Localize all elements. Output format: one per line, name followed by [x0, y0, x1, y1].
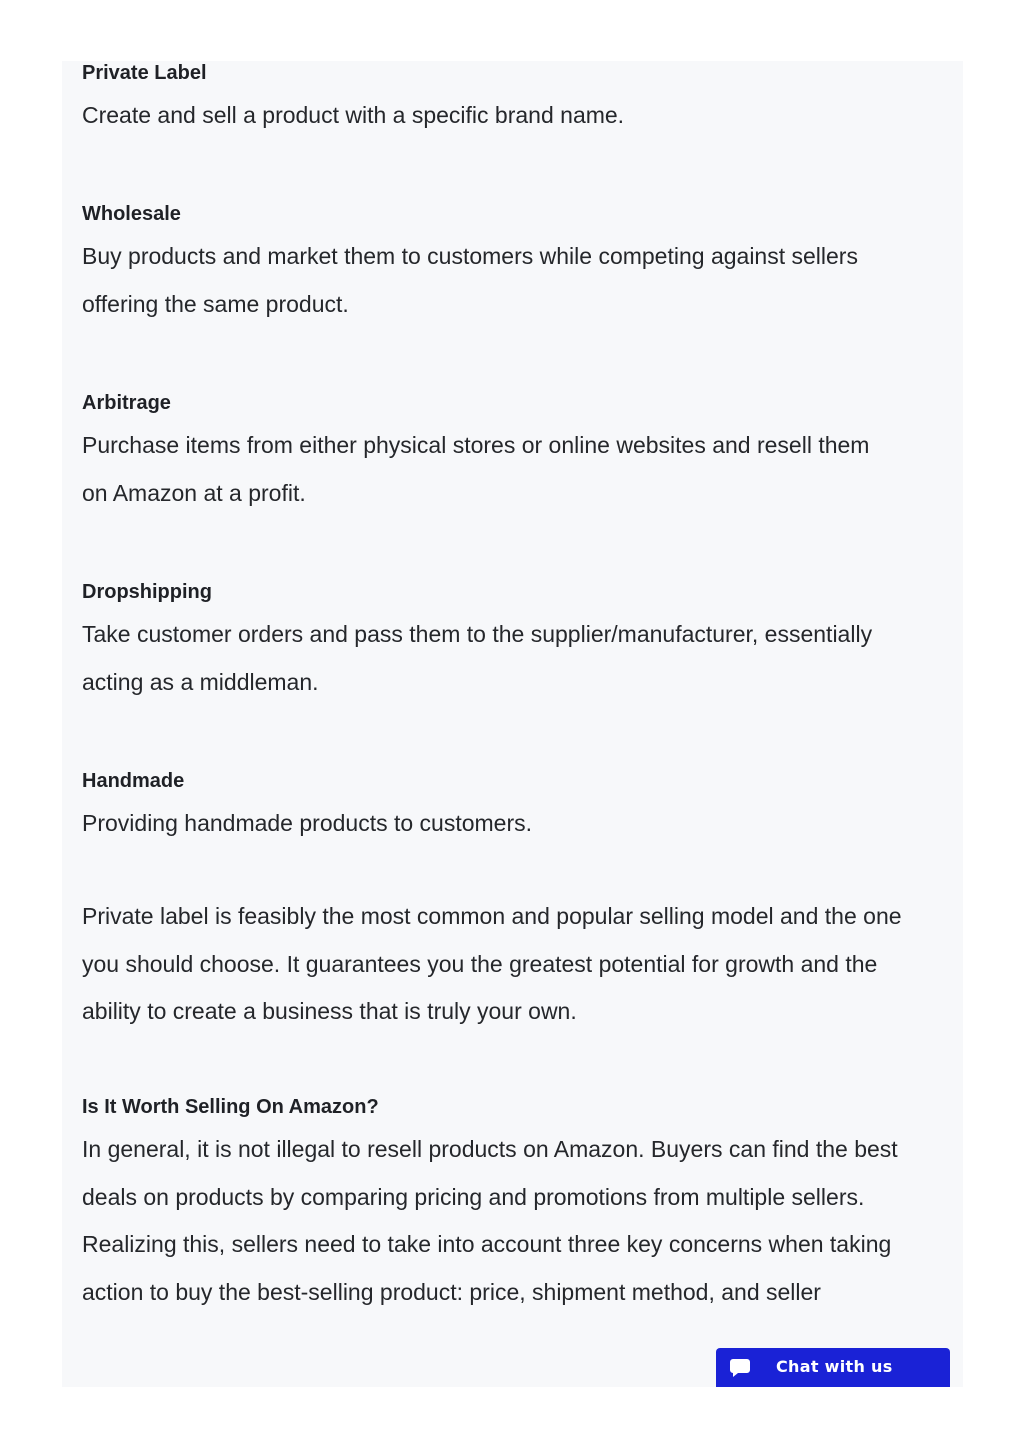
section-arbitrage — [82, 391, 952, 517]
section-text: Buy products and market them to customers while competing against sellers — [82, 243, 858, 269]
section-text: Purchase items from either physical stores or online websites and resell them — [82, 432, 870, 458]
summary-line: ability to create a business that is truly your own. — [82, 998, 577, 1024]
section-handmade — [82, 769, 952, 848]
chat-bubble-icon — [729, 1357, 751, 1379]
section-text: Take customer orders and pass them to the supplier/manufacturer, essentially — [82, 621, 873, 647]
summary-line: you should choose. It guarantees you the greatest potential for growth and the — [82, 950, 878, 977]
summary-line: Private label is feasibly the most common and popular selling model and the one — [82, 903, 902, 929]
section-heading: Handmade — [82, 770, 185, 792]
section-text: Realizing this, sellers need to take into account three key concerns when taking — [82, 1231, 892, 1257]
section-text: Providing handmade products to customers. — [82, 810, 533, 836]
section-worth-selling — [82, 1095, 952, 1316]
chat-label: Chat with us — [776, 1357, 893, 1376]
section-text: In general, it is not illegal to resell products on Amazon. Buyers can find the best — [82, 1136, 898, 1162]
summary-paragraph — [82, 893, 952, 1036]
section-dropshipping — [82, 580, 952, 706]
section-text: on Amazon at a profit. — [82, 479, 306, 506]
section-heading: Dropshipping — [82, 581, 212, 603]
section-heading: Is It Worth Selling On Amazon? — [82, 1096, 379, 1118]
section-text: deals on products by comparing pricing and promotions from multiple sellers. — [82, 1183, 865, 1210]
section-heading: Wholesale — [82, 203, 181, 225]
section-heading: Private Label — [82, 62, 207, 84]
section-heading: Arbitrage — [82, 392, 171, 414]
section-text: acting as a middleman. — [82, 668, 319, 695]
section-private-label — [82, 61, 952, 140]
chat-with-us-button[interactable] — [716, 1348, 950, 1387]
section-wholesale — [82, 202, 952, 328]
article-content — [62, 61, 963, 1387]
section-text: offering the same product. — [82, 290, 349, 317]
section-text: Create and sell a product with a specific brand name. — [82, 102, 625, 128]
section-text: action to buy the best-selling product: price, shipment method, and seller — [82, 1278, 821, 1305]
